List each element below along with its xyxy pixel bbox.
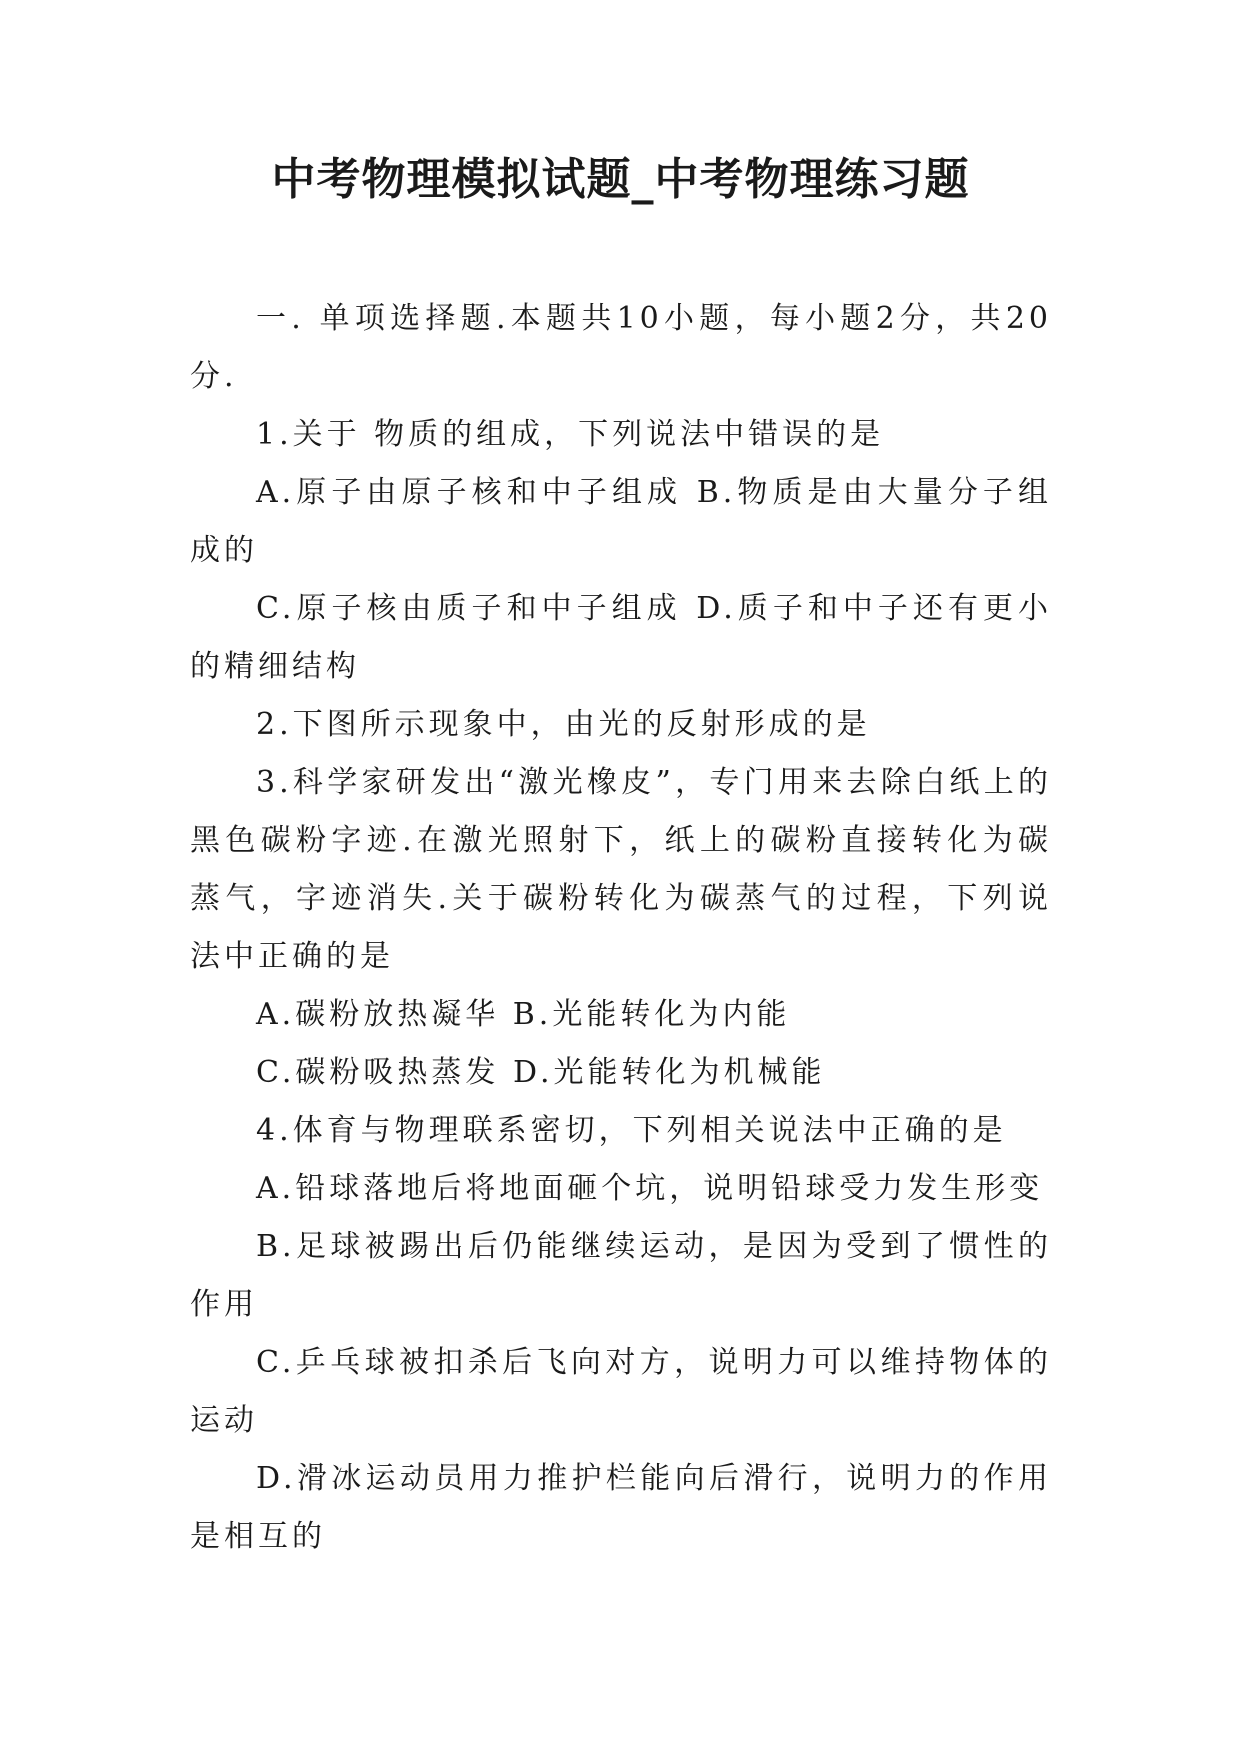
- question-1: 1.关于 物质的组成，下列说法中错误的是: [256, 417, 885, 452]
- question-1-options-cd: C.原子核由质子和中子组成 D.质子和中子还有更小的精细结构: [190, 591, 1052, 684]
- page-title: 中考物理模拟试题_中考物理练习题: [271, 154, 970, 205]
- question-4-option-d: D.滑冰运动员用力推护栏能向后滑行，说明力的作用是相互的: [190, 1461, 1052, 1554]
- question-1-options-ab: A.原子由原子核和中子组成 B.物质是由大量分子组成的: [190, 475, 1052, 568]
- document-body: [190, 290, 1052, 1566]
- question-2: 2.下图所示现象中，由光的反射形成的是: [256, 707, 871, 742]
- question-4-option-b: B.足球被踢出后仍能继续运动，是因为受到了惯性的作用: [190, 1229, 1052, 1322]
- question-3-options-cd: C.碳粉吸热蒸发 D.光能转化为机械能: [256, 1055, 826, 1090]
- question-3-options-ab: A.碳粉放热凝华 B.光能转化为内能: [256, 997, 791, 1032]
- section-heading: 一. 单项选择题.本题共10小题，每小题2分，共20分.: [190, 301, 1052, 394]
- question-4-option-c: C.乒乓球被扣杀后飞向对方，说明力可以维持物体的运动: [190, 1345, 1052, 1438]
- question-3: 3.科学家研发出“激光橡皮”，专门用来去除白纸上的黑色碳粉字迹.在激光照射下，纸上的碳粉直接转化为碳蒸气，字迹消失.关于碳粉转化为碳蒸气的过程，下列说法中正确的是: [190, 765, 1052, 974]
- question-4-option-a: A.铅球落地后将地面砸个坑，说明铅球受力发生形变: [256, 1171, 1044, 1206]
- question-4: 4.体育与物理联系密切，下列相关说法中正确的是: [256, 1113, 1007, 1148]
